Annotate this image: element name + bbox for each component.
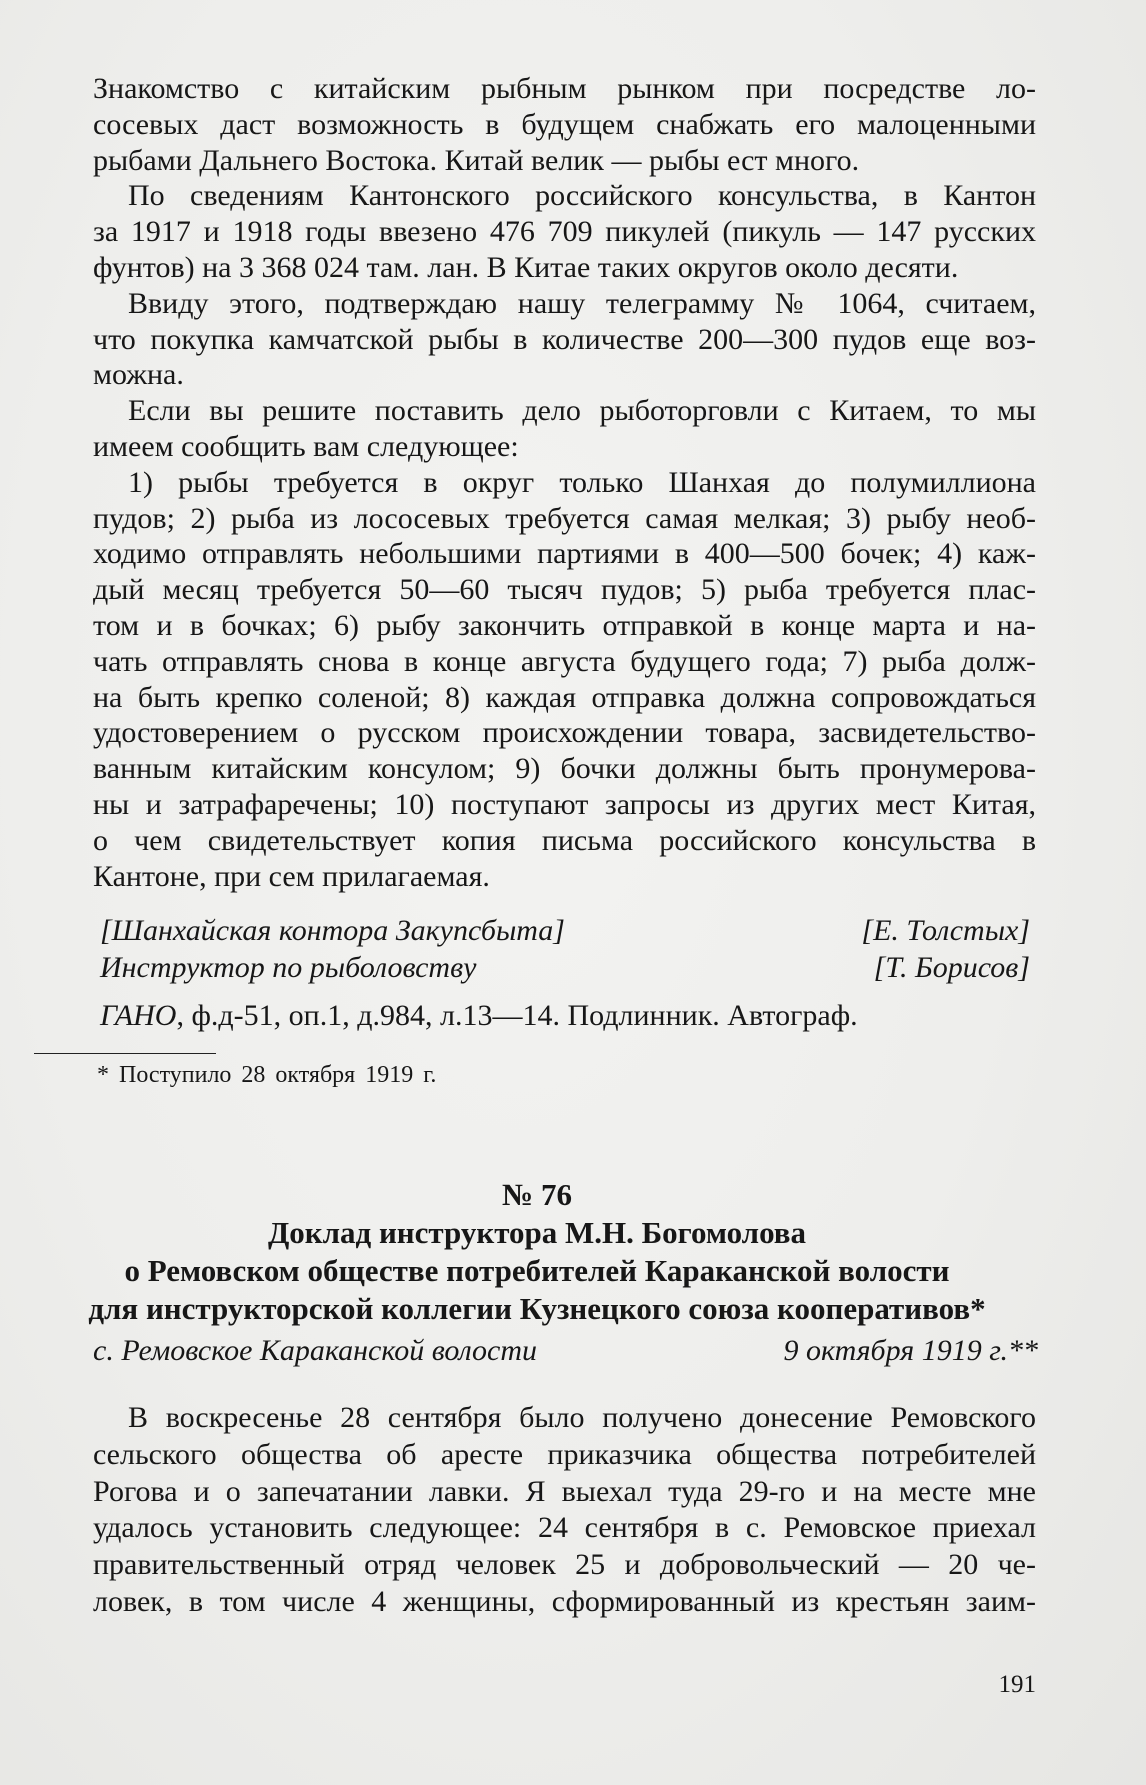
- text-line: удостоверением о русском происхождении товара, засвидетельство-: [93, 716, 1036, 750]
- text-line: фунтов) на 3 368 024 там. лан. В Китае таких округов около десяти.: [93, 250, 959, 284]
- text-line: за 1917 и 1918 годы ввезено 476 709 пикулей (пикуль — 147 русских: [93, 215, 1036, 249]
- signature-row: [100, 949, 1030, 986]
- text-line: сельского общества об аресте приказчика общества потребителей: [93, 1437, 1036, 1471]
- footnote: * Поступило 28 октября 1919 г.: [97, 1062, 437, 1088]
- document-heading: [0, 1176, 1074, 1328]
- document-date: 9 октября 1919 г.**: [783, 1334, 1038, 1367]
- paragraph: [93, 71, 1036, 178]
- document-title-line: Доклад инструктора М.Н. Богомолова: [267, 1215, 807, 1250]
- text-line: чать отправлять снова в конце августа будущего года; 7) рыба долж-: [93, 644, 1036, 678]
- text-line: удалось установить следующее: 24 сентября в с. Ремовское приехал: [93, 1511, 1036, 1545]
- text-line: дый месяц требуется 50—60 тысяч пудов; 5) рыба требуется плас-: [93, 573, 1036, 607]
- footnote-rule: [34, 1053, 216, 1054]
- text-line: том и в бочках; 6) рыбу закончить отправкой в конце марта и на-: [93, 608, 1036, 642]
- text-line: что покупка камчатской рыбы в количестве 200—300 пудов еще воз-: [93, 322, 1036, 356]
- body-text: [93, 1400, 1036, 1621]
- text-line: можна.: [93, 358, 184, 392]
- signature-name: [Е. Толстых]: [861, 914, 1030, 947]
- text-line: Знакомство с китайским рыбным рынком при посредстве ло-: [93, 72, 1036, 105]
- paragraph: [93, 286, 1036, 393]
- archive-reference: , ф.д-51, оп.1, д.984, л.13—14. Подлинник. Автограф.: [176, 999, 858, 1032]
- document-title-line: для инструкторской коллегии Кузнецкого союза кооперативов*: [88, 1291, 986, 1326]
- text-line: Если вы решите поставить дело рыботорговли с Китаем, то мы: [128, 394, 1036, 428]
- archive-source: [100, 998, 858, 1034]
- text-line: рыбами Дальнего Востока. Китай велик — рыбы ест много.: [93, 143, 860, 177]
- document-title-line: о Ремовском обществе потребителей Караканской волости: [124, 1253, 950, 1288]
- signature-position: Инструктор по рыболовству: [100, 951, 477, 984]
- text-line: 1) рыбы требуется в округ только Шанхая до полумиллиона: [128, 465, 1036, 499]
- text-line: Рогова и о запечатании лавки. Я выехал туда 29-го и на месте мне: [93, 1474, 1036, 1508]
- text-line: По сведениям Кантонского российского консульства, в Кантон: [128, 179, 1036, 213]
- text-line: на быть крепко соленой; 8) каждая отправка должна сопровождаться: [93, 680, 1036, 714]
- text-line: ны и затрафаречены; 10) поступают запросы из других мест Китая,: [93, 787, 1036, 821]
- text-line: ванным китайским консулом; 9) бочки должны быть пронумерова-: [93, 752, 1036, 786]
- page-number: 191: [998, 1671, 1036, 1698]
- text-line: имеем сообщить вам следующее:: [93, 429, 519, 463]
- text-line: Кантоне, при сем прилагаемая.: [93, 859, 490, 893]
- paragraph: [93, 465, 1036, 895]
- text-line: сосевых даст возможность в будущем снабжать его малоценными: [93, 107, 1036, 141]
- paragraph: [93, 393, 1036, 465]
- signature-block: [100, 912, 1030, 986]
- continuation-text: [93, 71, 1036, 894]
- document-number: № 76: [502, 1177, 572, 1212]
- text-line: Ввиду этого, подтверждаю нашу телеграмму № 1064, считаем,: [128, 286, 1036, 320]
- paragraph: [93, 178, 1036, 285]
- text-line: ловек, в том числе 4 женщины, сформированный из крестьян заим-: [93, 1584, 1036, 1618]
- document-place: с. Ремовское Караканской волости: [93, 1334, 538, 1367]
- signature-name: [Т. Борисов]: [873, 951, 1030, 984]
- text-line: правительственный отряд человек 25 и добровольческий — 20 че-: [93, 1548, 1036, 1582]
- text-line: о чем свидетельствует копия письма российского консульства в: [93, 823, 1036, 857]
- signature-row: [100, 912, 1030, 949]
- text-line: В воскресенье 28 сентября было получено донесение Ремовского: [128, 1401, 1036, 1434]
- archive-abbreviation: ГАНО: [100, 999, 177, 1032]
- text-line: ходимо отправлять небольшими партиями в 400—500 бочек; 4) каж-: [93, 537, 1036, 571]
- text-line: пудов; 2) рыба из лососевых требуется самая мелкая; 3) рыбу необ-: [93, 501, 1036, 535]
- document-place-date: [93, 1333, 1038, 1369]
- signature-organization: [Шанхайская контора Закупсбыта]: [100, 914, 565, 947]
